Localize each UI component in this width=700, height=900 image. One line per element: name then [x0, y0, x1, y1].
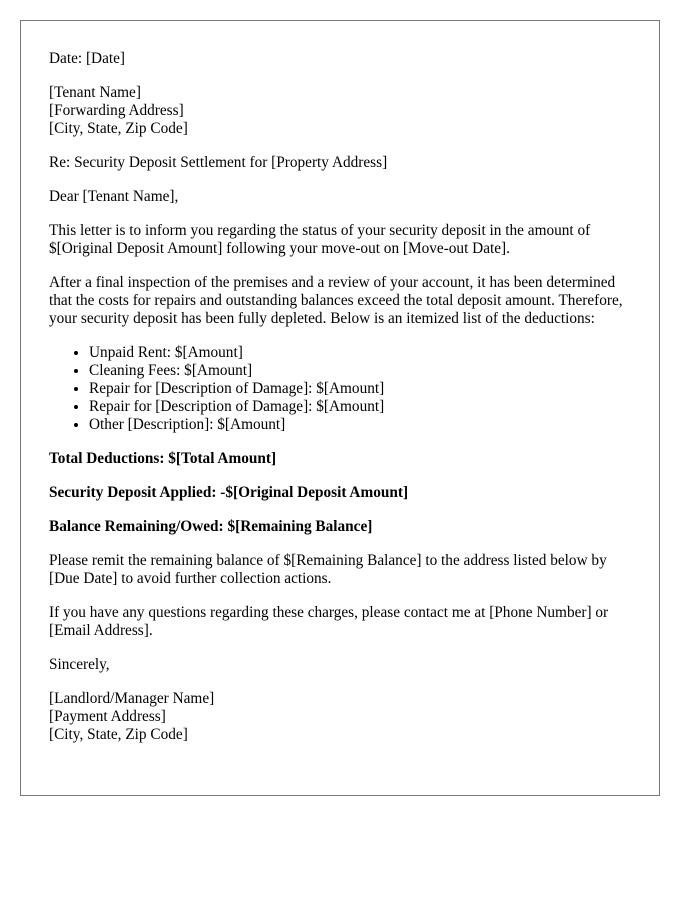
date-line: Date: [Date] — [49, 50, 126, 67]
deduction-item: • Repair for [Description of Damage]: $[Amount] — [89, 380, 631, 398]
letter-document — [20, 20, 660, 796]
deductions-list — [49, 344, 631, 434]
recipient-forwarding-address: [Forwarding Address] — [49, 102, 184, 119]
inspection-paragraph: After a final inspection of the premises and a review of your account, it has been determined that the costs for repairs and outstanding balances exceed the total deposit amount. Therefore, your security deposit has been fully depleted. Below is an itemized list of the deductions: — [49, 274, 623, 327]
deduction-item: • Cleaning Fees: $[Amount] — [89, 362, 631, 380]
signer-city-state-zip: [City, State, Zip Code] — [49, 726, 188, 743]
recipient-city-state-zip: [City, State, Zip Code] — [49, 120, 188, 137]
signer-name: [Landlord/Manager Name] — [49, 690, 215, 707]
deposit-applied-line: Security Deposit Applied: -$[Original Deposit Amount] — [49, 484, 409, 501]
signature-block — [49, 690, 631, 744]
deduction-item: • Unpaid Rent: $[Amount] — [89, 344, 631, 362]
subject-line: Re: Security Deposit Settlement for [Property Address] — [49, 154, 388, 171]
deduction-item: • Repair for [Description of Damage]: $[Amount] — [89, 398, 631, 416]
salutation: Dear [Tenant Name], — [49, 188, 179, 205]
balance-owed-line: Balance Remaining/Owed: $[Remaining Balance] — [49, 518, 373, 535]
questions-paragraph: If you have any questions regarding these charges, please contact me at [Phone Number] or [Email Address]. — [49, 604, 609, 639]
payment-address: [Payment Address] — [49, 708, 166, 725]
recipient-name: [Tenant Name] — [49, 84, 141, 101]
intro-paragraph: This letter is to inform you regarding the status of your security deposit in the amount of $[Original Deposit Amount] following your move-out on [Move-out Date]. — [49, 222, 591, 257]
closing: Sincerely, — [49, 656, 110, 673]
recipient-address-block — [49, 84, 631, 138]
total-deductions-line: Total Deductions: $[Total Amount] — [49, 450, 277, 467]
remit-paragraph: Please remit the remaining balance of $[Remaining Balance] to the address listed below by [Due Date] to avoid further collection actions. — [49, 552, 607, 587]
deduction-item: • Other [Description]: $[Amount] — [89, 416, 631, 434]
